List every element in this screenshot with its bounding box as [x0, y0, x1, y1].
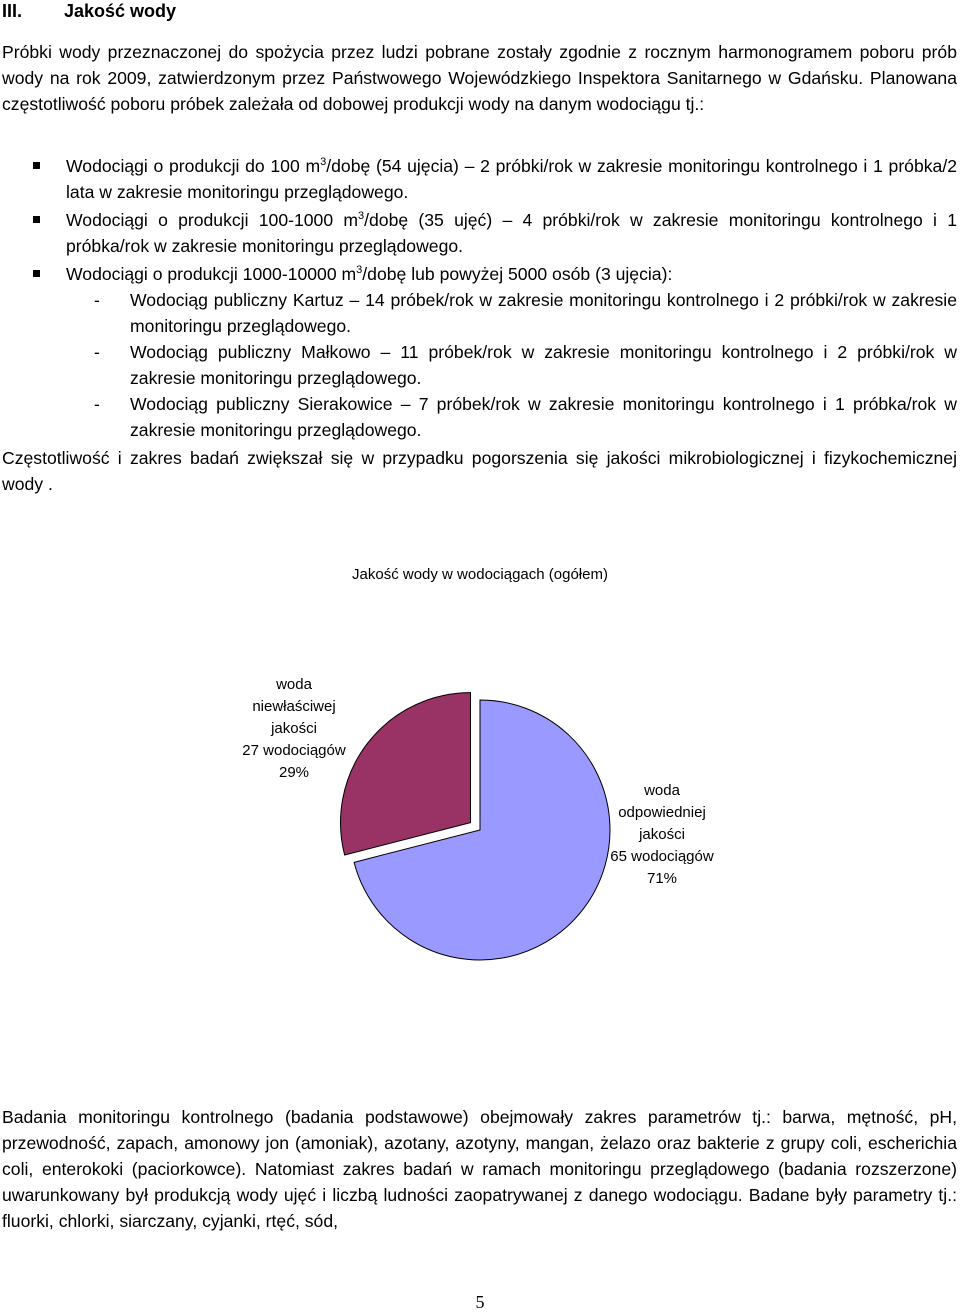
chart-title: Jakość wody w wodociągach (ogółem)	[352, 566, 608, 583]
square-bullet-icon	[33, 216, 40, 223]
superscript: 3	[356, 264, 363, 276]
bullet-text: Wodociągi o produkcji 100-1000 m	[66, 210, 358, 230]
intro-paragraph: Próbki wody przeznaczonej do spożycia przez ludzi pobrane zostały zgodnie z rocznym harmonogramem poboru prób wody na rok 2009, zatwierdzonym przez Państwowego Wojewódzkiego Inspektora Sanitarnego w Gdańsku. Planowana częstotliwość poboru próbek zależała od dobowej produkcji wody na danym wodociągu tj.:	[2, 42, 957, 114]
bullet-text: /dobę (35 ujęć) – 4 próbki/rok w zakresie monitoringu kontrolnego i 1 próbka/rok w zakresie monitoringu przeglądowego.	[66, 210, 957, 256]
slice-label-line: 27 wodociągów	[242, 742, 346, 759]
slice-label-line: 71%	[646, 870, 678, 887]
bullet-item	[0, 153, 957, 205]
dash-marker: -	[94, 394, 100, 414]
bullet-item	[0, 261, 957, 443]
sub-list-item	[0, 339, 957, 391]
sub-item-text: Wodociąg publiczny Sierakowice – 7 próbek/rok w zakresie monitoringu kontrolnego i 1 próbka/rok w zakresie monitoringu przeglądowego.	[130, 394, 957, 440]
slice-label-line: odpowiedniej	[618, 804, 706, 821]
section-title: Jakość wody	[64, 1, 177, 21]
pie-chart-svg	[0, 550, 960, 1070]
bullet-item	[0, 207, 957, 259]
slice-label-line: niewłaściwej	[252, 698, 336, 715]
page-number: 5	[475, 1292, 485, 1312]
square-bullet-icon	[33, 270, 40, 277]
slice-label-line: 29%	[278, 764, 310, 781]
slice-label-line: 65 wodociągów	[610, 848, 714, 865]
square-bullet-icon	[33, 162, 40, 169]
dash-marker: -	[94, 290, 100, 310]
bullet-list	[0, 153, 960, 445]
superscript: 3	[358, 210, 365, 222]
slice-label-line: jakości	[639, 826, 685, 843]
section-number: III.	[2, 1, 23, 21]
bullet-text: /dobę (54 ujęcia) – 2 próbki/rok w zakresie monitoringu kontrolnego i 1 próbka/2 lata w zakresie monitoringu przeglądowego.	[66, 156, 957, 202]
sub-list-item	[0, 391, 957, 443]
slice-label-improper	[224, 674, 364, 784]
bullet-text: /dobę lub powyżej 5000 osób (3 ujęcia):	[362, 264, 673, 284]
sub-list-item	[0, 287, 957, 339]
slice-label-line: woda	[276, 676, 312, 693]
slice-label-proper	[592, 780, 732, 890]
dash-marker: -	[94, 342, 100, 362]
bottom-paragraph: Badania monitoringu kontrolnego (badania podstawowe) obejmowały zakres parametrów tj.: barwa, mętność, pH, przewodność, zapach, amonowy jon (amoniak), azotany, azotyny, mangan, żelazo oraz bakterie z grupy coli, escherichia coli, enterokoki (paciorkowce). Natomiast zakres badań w ramach monitoringu przeglądowego (badania rozszerzone) uwarunkowany był produkcją wody ujęć i liczbą ludności zaopatrywanej z danego wodociągu. Badane były parametry tj.: fluorki, chlorki, siarczany, cyjanki, rtęć, sód,	[2, 1107, 957, 1231]
sub-list	[66, 287, 957, 443]
sub-item-text: Wodociąg publiczny Małkowo – 11 próbek/rok w zakresie monitoringu kontrolnego i 2 próbki/rok w zakresie monitoringu przeglądowego.	[130, 342, 957, 388]
slice-label-line: jakości	[271, 720, 317, 737]
section-heading	[2, 0, 176, 22]
pie-chart	[0, 550, 960, 1070]
superscript: 3	[320, 156, 327, 168]
bullet-text: Wodociągi o produkcji do 100 m	[66, 156, 321, 176]
sub-item-text: Wodociąg publiczny Kartuz – 14 próbek/rok w zakresie monitoringu kontrolnego i 2 próbki/rok w zakresie monitoringu przeglądowego.	[130, 290, 957, 336]
bullet-text: Wodociągi o produkcji 1000-10000 m	[66, 264, 357, 284]
closing-paragraph: Częstotliwość i zakres badań zwiększał się w przypadku pogorszenia się jakości mikrobiologicznej i fizykochemicznej wody .	[2, 448, 957, 494]
slice-label-line: woda	[644, 782, 680, 799]
